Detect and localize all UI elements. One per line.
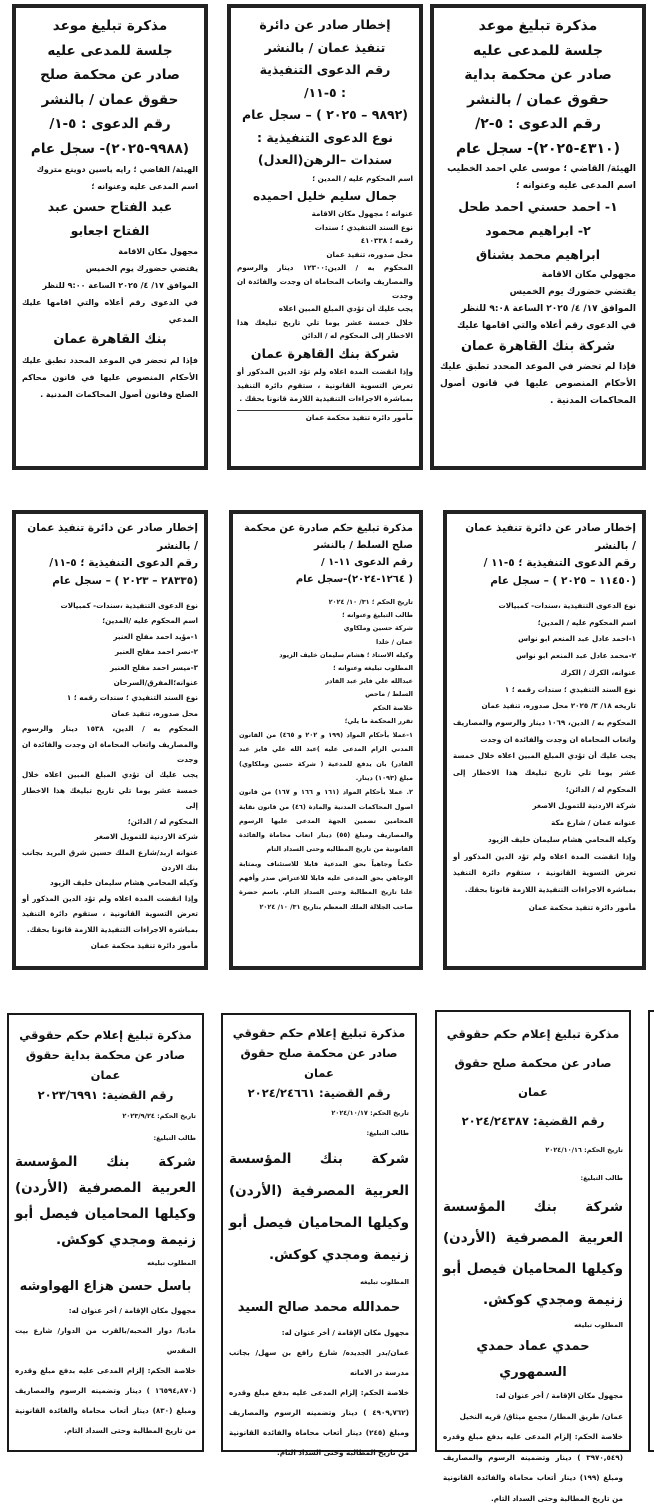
notice-footer: وإذا انقضت المدة اعلاه ولم تؤد الدين المذكور أو تعرض التسوية القانونية ، ستقوم دائرة التنفيذ بمباشرة الاجراءات التنفيذية اللازمة قانونا بحقك. (22, 893, 198, 934)
debtor-name: ١-احمد عادل عبد المنعم ابو نواس (518, 634, 636, 644)
notice-title-line: صادر عن محكمة صلح (40, 67, 180, 83)
notice-title-line: صادر عن محكمة صلح حقوق عمان (240, 1046, 398, 1080)
notice-title-line: مذكرة تبليغ حكم صادرة عن محكمة (243, 523, 413, 534)
judgment-clause: ٢. عملا بأحكام المواد (١٦١ و ١٦٦ و ١٦٧) من قانون اصول المحاكمات المدنية والمادة (٤٦) من قانون نقابة المحامين تضمين الجهة المدعى عليها الرسوم والمصاريف ومبلغ (٥٥) دينار اتعاب محاماة والفائدة القانونية من تاريخ المطالبه وحتى السداد التام (239, 788, 413, 854)
notice-title-line: جلسة للمدعى عليه (473, 42, 603, 59)
notice-body-line: عنوانه ؛ مجهول مكان الاقامة (311, 209, 413, 218)
judgment-clause: ١-عملا بأحكام المواد (١٩٩ و ٢٠٢ و ٤٦٥) من القانون المدني الزام المدعى عليه )عبد الله علي فايز عبد القادر) بان يدفع للمدعية ( شركة حسين وملكاوي) مبلغ (١٠٩٣) دينار. (239, 731, 413, 782)
notice-title-line: صلح السلط / بالنشر (314, 540, 413, 551)
notice-footer: وإذا انقضت المدة اعلاه ولم تؤد الدين المذكور أو تعرض التسوية القانونية ، ستقوم دائرة التنفيذ بمباشرة الاجراءات التنفيذية اللازمة قانونا بحقك. (453, 851, 636, 894)
notice-body-line: محل صدوره، تنفيذ عمان (326, 249, 413, 259)
requester-label: طالب التبليغ: (580, 1174, 623, 1182)
notice-body-line: في الدعوى رقم أعلاه والتي اقامها عليك المدعي (22, 298, 198, 324)
defendant-label: اسم المدعى عليه وعنوانه ؛ (91, 182, 198, 191)
requester-label: طالب التبليغ: (153, 1134, 196, 1142)
notice-body-line: عمان / خلدا (375, 637, 413, 646)
address: عمان/بدر الجديده/ شارع رافع بن سهل/ بجانب مدرسة در الامانه (229, 1348, 409, 1377)
case-register: (١١٤٥٠ – ٢٠٢٥ ) – سجل عام (490, 574, 636, 587)
notice-title-line: صادر عن محكمة صلح حقوق عمان (454, 1056, 612, 1099)
judge-panel: الهيئة/ القاضي ؛ موسى علي احمد الخطيب (447, 164, 636, 174)
defendant-name: الفتاح اجعابو (70, 223, 150, 238)
notice-body-line: المطلوب تبليغه وعنوانه ؛ (333, 664, 413, 673)
hearing-date: الموافق ١٧/ ٤/ ٢٠٢٥ الساعة ٩:٠٠ للنظر (42, 281, 198, 290)
notice-body-line: يجب عليك أن تؤدي المبلغ المبين اعلاه (278, 304, 413, 314)
case-type: نوع الدعوى التنفيذية : (257, 129, 393, 145)
notice-execution-1 (227, 4, 423, 470)
defendant-name: عبد الفتاح حسن عبد (47, 199, 173, 214)
notice-title-line: مذكرة تبليغ موعد (52, 18, 168, 34)
notice-title-line: إخطار صادر عن دائرة تنفيذ عمان (465, 522, 636, 534)
notice-body-line: عنوانه؛المفرق/السرحان (113, 678, 198, 688)
plaintiff-name: بنك القاهرة عمان (53, 332, 167, 347)
address-label: مجهول مكان الإقامة / أخر عنوان له: (68, 1306, 196, 1315)
debtor-label: اسم المحكوم عليه / المدين ؛ (312, 173, 413, 183)
plaintiff-name: شركة بنك القاهرة عمان (460, 339, 616, 354)
defendant-name: ٢- ابراهيم محمود (485, 223, 591, 238)
notice-footer: فإذا لم تحضر في الموعد المحدد تطبق عليك الأحكام المنصوص عليها في قانون أصول المحاكمات المدنية . (440, 362, 636, 406)
debtor-name: ٣-ميسر احمد مفلح العنبر (110, 662, 198, 672)
notice-body-line: مجهولي مكان الاقامة (541, 270, 636, 280)
case-register: (٢٨٣٣٥ – ٢٠٢٣ ) – سجل عام (52, 574, 198, 587)
creditor-name: شركة الاردنية للتمويل الاصغر (532, 801, 636, 811)
debtor-name: ٢-نصر احمد مفلح العنبر (114, 647, 198, 657)
notice-judgment-rights-3 (7, 1013, 204, 1452)
judgment-summary: خلاصة الحكم: إلزام المدعى عليه بدفع مبلغ وقدره (١٦٥٩٤,٨٧٠ ) دينار وتضمينه الرسوم والمصاريف ومبلغ (٨٣٠) دينار أتعاب محاماة والفائدة القانونية من تاريخ المطالبة وحتى السداد التام. (15, 1366, 196, 1435)
notice-judgment-rights-2 (221, 1013, 417, 1457)
notice-body-line: وكيله المحامي هشام سليمان خليف الزيود (50, 878, 198, 888)
notice-body-line: تاريخه ١٨/ ٣/ ٢٠٢٥ محل صدوره، تنفيذ عمان (481, 701, 636, 711)
notice-body-line: عنوانه، الكرك / الكرك (560, 667, 636, 677)
signature: مأمور دائرة تنفيذ محكمة عمان (528, 902, 636, 912)
hearing-date: الموافق ١٧/ ٤/ ٢٠٢٥ الساعة ٩:٠٨ للنظر (461, 304, 636, 314)
debtor-name: ٢-محمد عادل عبد المنعم ابو نواس (516, 651, 636, 661)
requester-name: شركة بنك المؤسسة العربية المصرفية (الأردن) وكيلها المحاميان فيصل أبو زنيمة ومجدي كوكش. (229, 1151, 409, 1263)
requester-name: شركة بنك المؤسسة العربية المصرفية (الأردن) وكيلها المحاميان فيصل أبو زنيمة ومجدي كوكش. (443, 1199, 623, 1308)
notice-body-line: يجب عليك أن تؤدي المبلغ المبين اعلاه خلال خمسة عشر يوما تلي تاريخ تبليغك هذا الاخطار إلى المحكوم له / الدائن؛ (453, 751, 636, 794)
notice-body-line: يقتضي حضورك يوم الخميس (509, 287, 636, 297)
debtor-name: جمال سليم خليل احميده (252, 189, 398, 203)
notice-judgment-salt (229, 510, 423, 970)
requester-name: شركة حسين وملكاوي (343, 624, 413, 633)
judgment-summary: خلاصة الحكم: إلزام المدعى عليه بدفع مبلغ وقدره (٣٩٧٠,٥٤٩ ) دينار وتضمينه الرسوم والمصاريف ومبلغ (١٩٩) دينار أتعاب محاماة والفائدة القانونية من تاريخ المطالبة وحتى السداد التام. (443, 1432, 623, 1503)
judgment-date: تاريخ الحكم: ٢٠٢٣/٩/٢٤ (122, 1112, 196, 1120)
notice-body-line: وكيله المحامي هشام سليمان خليف الزيود (488, 834, 636, 844)
notice-body-line: اسم المحكوم عليه / المدين؛ (537, 617, 636, 627)
target-name: حمدي عماد حمدي السمهوري (476, 1339, 590, 1380)
case-register: (٩٩٨٨-٢٠٢٥)- سجل عام (30, 140, 190, 157)
notice-title-line: مذكرة تبليغ إعلام حكم حقوقي (446, 1027, 620, 1041)
notice-body-line: وكيله الاستاذ ؛ هشام سليمان خليف الزيود (279, 650, 413, 659)
notice-title-line: جلسة للمدعى عليه (47, 42, 173, 59)
notice-title-line: مذكرة تبليغ موعد (478, 18, 598, 34)
judgment-amount: المحكوم به / الدين، ١٠٦٩ دينار والرسوم والمصاريف واتعاب المحاماة ان وجدت والفائدة ان وجدت (453, 717, 637, 744)
judgment-date: تاريخ الحكم: ٢٠٢٤/١٠/١٧ (331, 1109, 409, 1117)
notice-body-line: نوع السند التنفيذي ؛ سندات رقمه ؛ ١ (504, 684, 636, 694)
notice-title-line: إخطار صادر عن دائرة تنفيذ عمان (27, 522, 198, 534)
notice-body-line: اسم المحكوم عليه /المدين؛ (102, 616, 198, 626)
notice-title-line: تنفيذ عمان / بالنشر (264, 39, 386, 55)
creditor-name: شركة بنك القاهرة عمان (250, 345, 400, 361)
judgment-clause: حكماً وجاهياً بحق المدعية قابلا للاستئناف وبمثابة الوجاهي بحق المدعى عليه قابلا للاعتراض صدر وأفهم علنا تاريخ المطالبة وحتى السداد التام. باسم حضرة صاحب الجلالة الملك المعظم بتاريخ ٣١/ ١٠/ ٢٠٢٤ (239, 859, 413, 911)
notice-body-line: نوع الدعوى التنفيذية ،سندات- كمبيالات (498, 601, 636, 610)
notice-body-line: يجب عليك أن تؤدي المبلغ المبين اعلاه خلال خمسة عشر يوما تلي تاريخ تبليغك هذا الاخطار إلى (22, 770, 198, 811)
notice-title-line: صادر عن محكمة بداية حقوق عمان (25, 1048, 186, 1082)
notice-session-1 (430, 4, 646, 470)
case-number: رقم الدعوى ١١-١ / (321, 557, 413, 568)
adjacent-notice-edge (648, 1010, 654, 1452)
judge-panel: الهيئة/ القاضي ؛ رايه ياسين دوينع متروك (36, 165, 198, 174)
debtor-name: ١-مؤيد احمد مفلح العنبر (113, 631, 198, 641)
notice-body-line: طالب التبليغ وعنوانه ؛ (342, 611, 413, 620)
notice-footer: فإذا لم تحضر في الموعد المحدد تطبق عليك الأحكام المنصوص عليها في قانون محاكم الصلح وقانون أصول المحاكمات المدنية . (22, 356, 198, 399)
notice-execution-2 (443, 510, 646, 970)
judgment-summary: خلاصة الحكم: إلزام المدعى عليه بدفع مبلغ وقدره (٤٩٠٩,٧٦٢ ) دينار وتضمينه الرسوم والمصاريف ومبلغ (٢٤٥) دينار أتعاب محاماة والفائدة القانونية من تاريخ المطالبة وحتى السداد التام. (229, 1388, 409, 1457)
notice-body-line: محل صدوره، تنفيذ عمان (111, 708, 198, 718)
defendant-label: اسم المدعى عليه وعنوانه ؛ (515, 181, 636, 191)
target-label: المطلوب تبليغه (147, 1259, 196, 1267)
notice-body-line: يقتضي حضورك يوم الخميس (85, 264, 198, 273)
judgment-date: تاريخ الحكم ؛ ٣١/ ١٠/ ٢٠٢٤ (328, 598, 413, 606)
address: عمان/ طريق المطار/ مجمع ميثاق/ قريه النخيل (459, 1411, 623, 1421)
notice-title-line: مذكرة تبليغ إعلام حكم حقوقي (232, 1026, 406, 1040)
notice-body-line: خلاصة الحكم (372, 703, 413, 712)
notice-session-2 (12, 4, 208, 470)
notice-body-line: تقرر المحكمة ما يلي؛ (344, 716, 413, 725)
notice-body-line: نوع الدعوى التنفيذية ،سندات- كمبيالات (60, 601, 198, 610)
judgment-amount: المحكوم به / الدين، ١٥٣٨ دينار والرسوم والمصاريف واتعاب المحاماة ان وجدت والفائدة ان وجدت (22, 724, 198, 765)
signature: مأمور دائرة تنفيذ محكمة عمان (305, 412, 413, 422)
notice-body-line: نوع السند التنفيذي ؛ سندات (314, 222, 413, 232)
notice-judgment-rights-1 (435, 1010, 631, 1503)
case-number: رقم الدعوى : ٥-٢/ (475, 116, 601, 132)
case-number: رقم القضية: ٢٠٢٤/٢٤٦٦١ (247, 1086, 391, 1100)
case-number: رقم الدعوى التنفيذية ؛ ٥-١١/ (49, 557, 198, 569)
notice-body-line: خلال خمسة عشر يوما تلي تاريخ تبليغك هذا الاخطار إلى المحكوم له / الدائن (237, 317, 413, 341)
creditor-name: شركة الاردنية للتمويل الاصغر (94, 832, 198, 842)
notice-title-line: / بالنشر (157, 539, 198, 552)
notice-execution-3 (12, 510, 208, 970)
case-register: ( ١٢٦٤-٢٠٢٤)-سجل عام (295, 574, 413, 585)
case-register: (٩٨٩٢ – ٢٠٢٥ ) – سجل عام (242, 107, 408, 122)
notice-title-line: / بالنشر (595, 539, 636, 552)
signature: مأمور دائرة تنفيذ محكمة عمان (90, 940, 198, 950)
notice-title-line: حقوق عمان / بالنشر (41, 91, 179, 108)
target-label: المطلوب تبليغه (574, 1321, 623, 1329)
notice-title-line: مذكرة تبليغ إعلام حكم حقوقي (19, 1028, 192, 1042)
address-label: مجهول مكان الإقامة / أخر عنوان له: (281, 1328, 409, 1337)
notice-footer: وإذا انقضت المدة اعلاه ولم تؤد الدين المذكور أو تعرض التسوية القانونية ، ستقوم دائرة التنفيذ بمباشرة الاجراءات التنفيذية اللازمة قانونا بحقك . (237, 366, 413, 404)
defendant-name: ابراهيم محمد بشناق (475, 247, 601, 262)
notice-title-line: رقم الدعوى التنفيذية (259, 62, 391, 77)
case-number: : ٥-١١/ (303, 84, 347, 100)
notice-body-line: المحكوم له / الدائن؛ (127, 816, 198, 826)
target-name: عبدالله علي فايز عبد القادر (325, 677, 413, 686)
judgment-amount: المحكوم به / الدين:١٢٣٠٠ دينار والرسوم والمصاريف واتعاب المحاماة ان وجدت والفائدة ان وجدت (237, 263, 413, 300)
address-label: مجهول مكان الإقامة / أخر عنوان له: (495, 1391, 623, 1400)
target-label: المطلوب تبليغه (360, 1278, 409, 1286)
requester-label: طالب التبليغ: (366, 1129, 409, 1137)
notice-body-line: عنوانه اربد/شارع الملك حسين شرق البريد بجانب بنك الاردن (22, 847, 198, 872)
case-number: رقم القضية: ٢٠٢٤/٢٤٣٨٧ (461, 1114, 605, 1128)
notice-body-line: نوع السند التنفيذي ؛ سندات رقمه ؛ ١ (66, 693, 198, 703)
target-name: حمدالله محمد صالح السيد (237, 1300, 401, 1315)
notice-body-line: السلط / ماحص (365, 690, 413, 699)
notice-body-line: في الدعوى رقم أعلاه والتي اقامها عليك (457, 321, 636, 331)
judgment-date: تاريخ الحكم: ٢٠٢٤/١٠/١٦ (545, 1146, 623, 1154)
notice-title-line: إخطار صادر عن دائرة (259, 17, 391, 32)
notice-title-line: صادر عن محكمة بداية (464, 67, 612, 83)
address: مادبا/ دوار المحبه/بالقرب من الدوار/ شارع بيت المقدس (15, 1326, 196, 1355)
notice-title-line: حقوق عمان / بالنشر (467, 91, 609, 108)
notice-body-line: عنوانه عمان / شارع مكة (551, 818, 636, 828)
notice-body-line: رقمه ؛ ٤١٠٣٣٨ (360, 236, 413, 246)
target-name: باسل حسن هزاع الهواوشه (19, 1279, 192, 1294)
case-number: رقم القضية: ٢٠٢٣/٦٩٩١ (37, 1088, 174, 1102)
notice-body-line: مجهول مكان الاقامة (118, 247, 198, 256)
case-number: رقم الدعوى التنفيذية ؛ ٥-١١ / (483, 557, 636, 569)
case-register: (٤٣١٠-٢٠٢٥)- سجل عام (456, 140, 620, 157)
case-type-value: سندات –الرهن(العدل) (257, 152, 393, 167)
defendant-name: ١- احمد حسني احمد طحل (458, 199, 618, 214)
case-number: رقم الدعوى : ٥-١/ (49, 116, 171, 132)
requester-name: شركة بنك المؤسسة العربية المصرفية (الأردن) وكيلها المحاميان فيصل أبو زنيمة ومجدي كوكش. (15, 1154, 196, 1248)
